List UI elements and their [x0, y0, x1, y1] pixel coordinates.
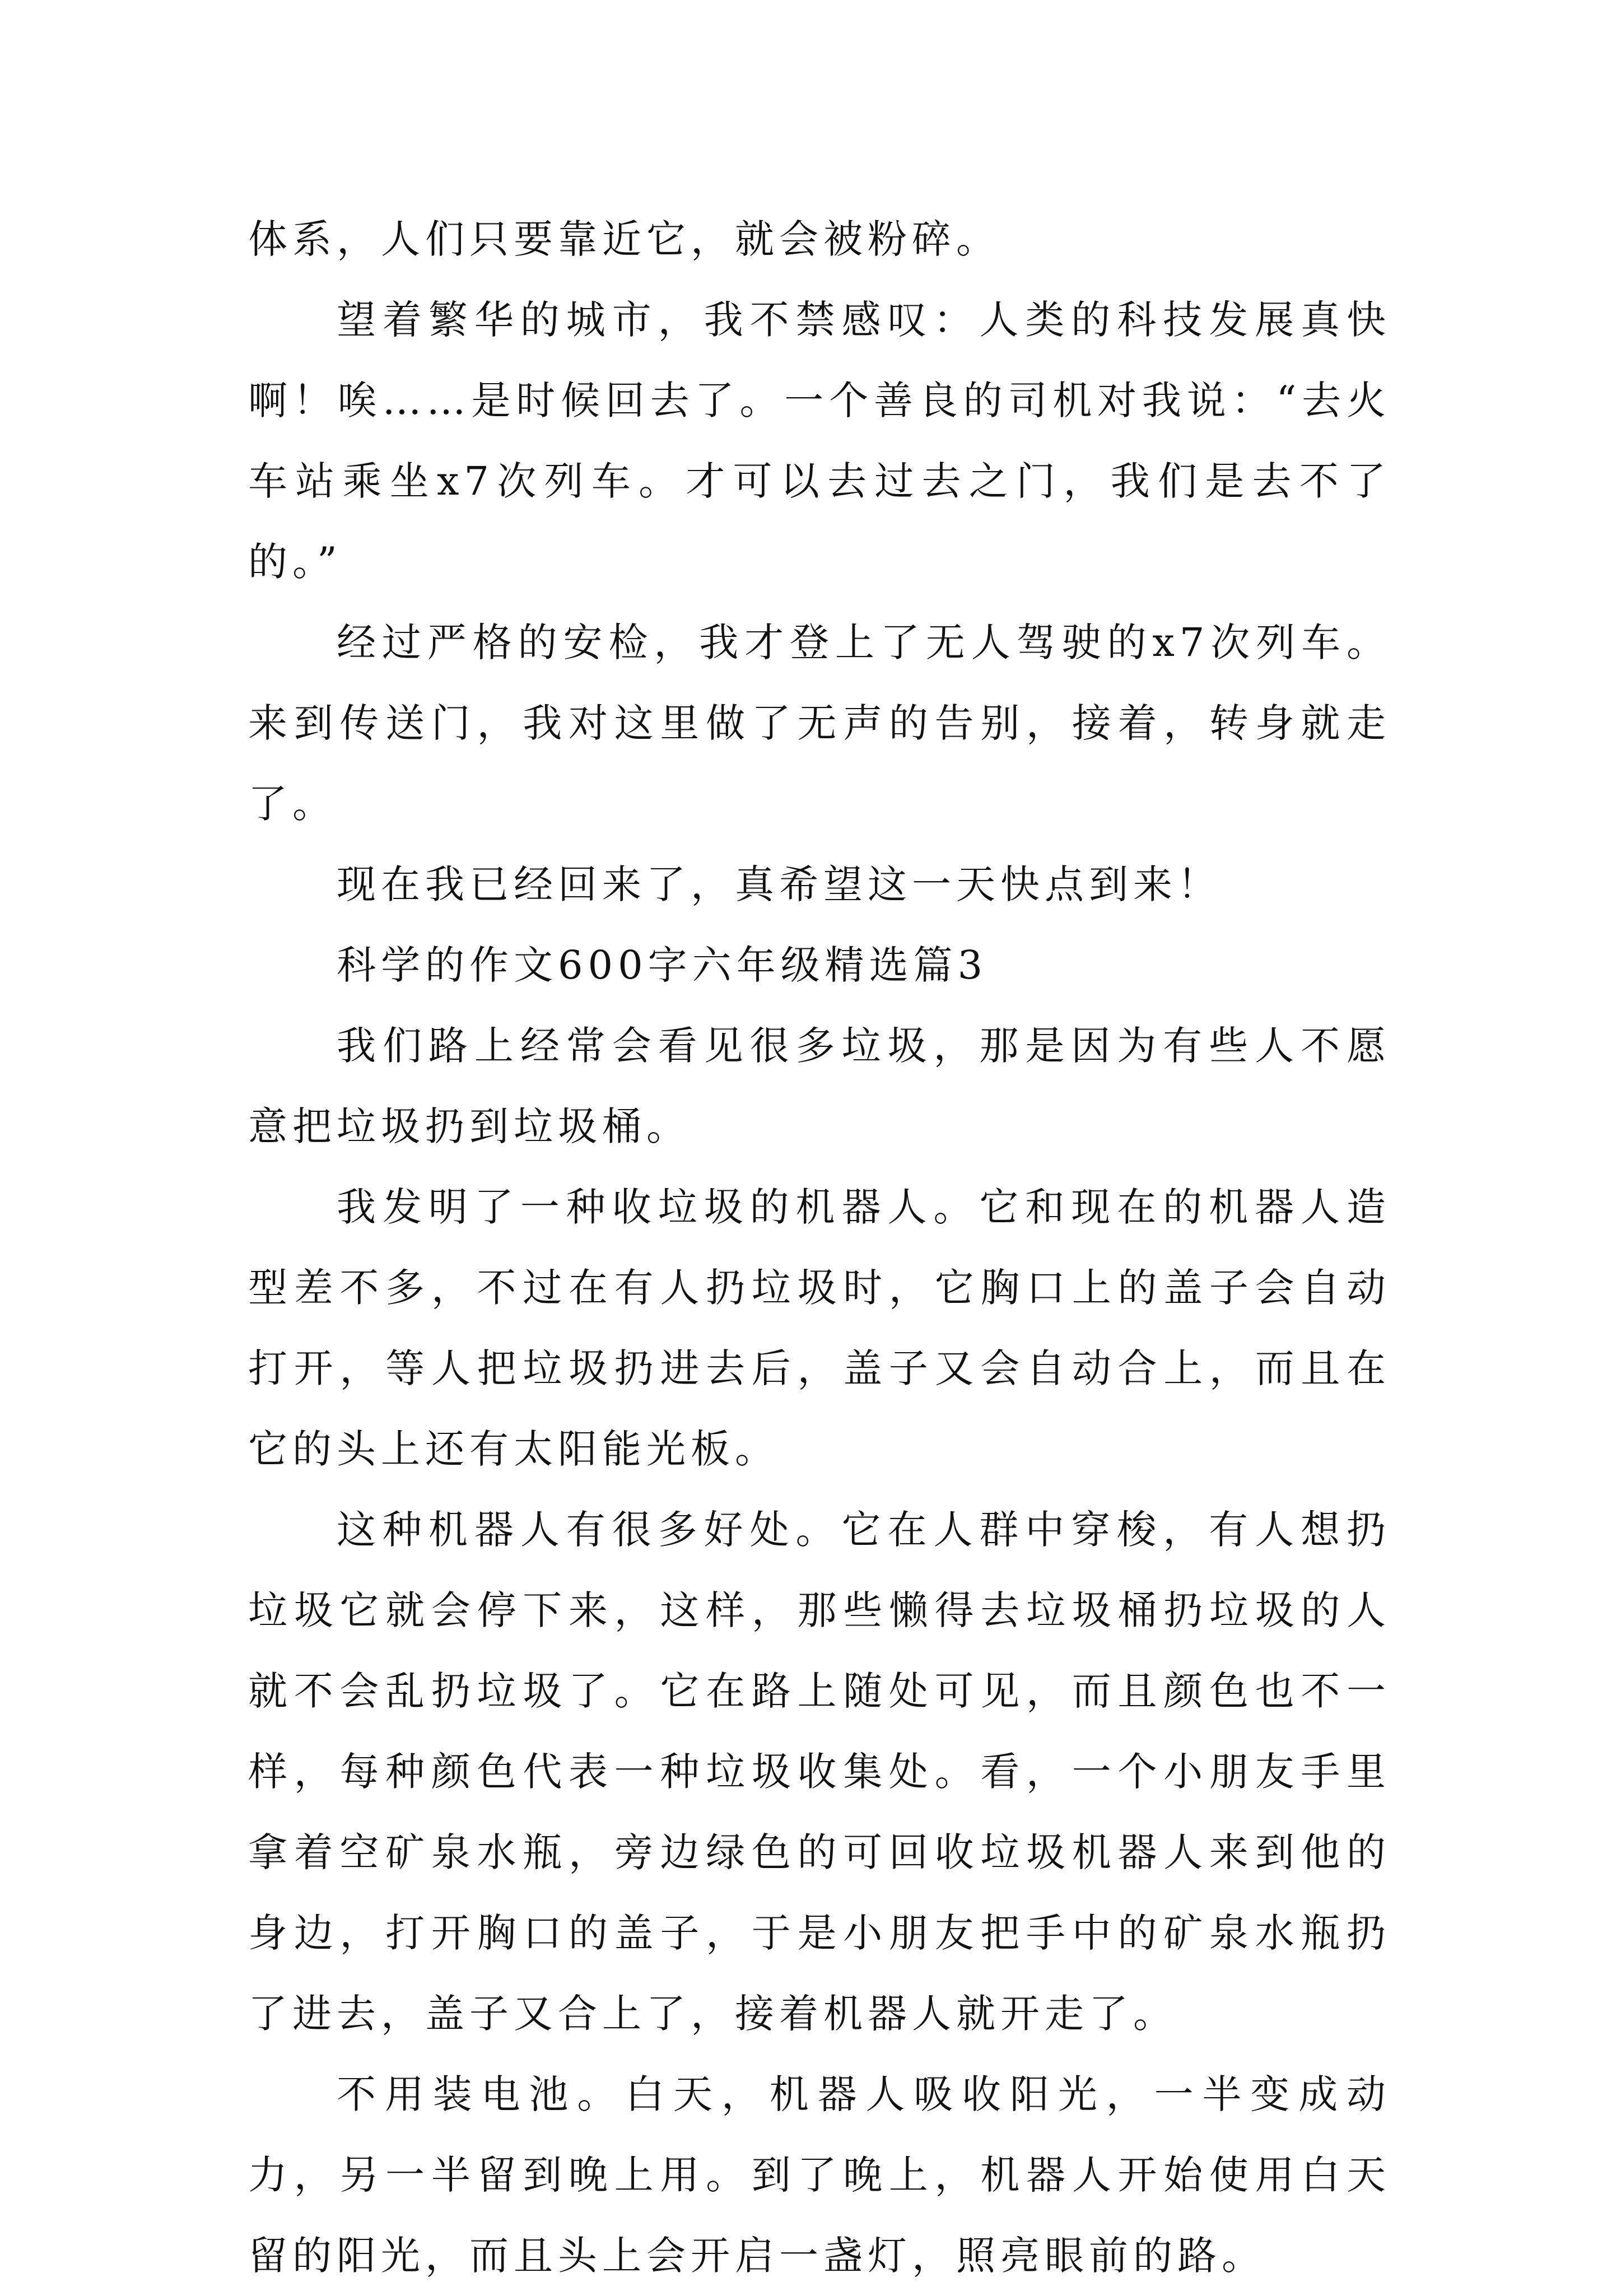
document-body: [248, 199, 1391, 2296]
section-title: 科学的作文600字六年级精选篇3: [337, 942, 988, 988]
paragraph-continuation: 体系，人们只要靠近它，就会被粉碎。: [248, 216, 1000, 262]
paragraph-litter: 我们路上经常会看见很多垃圾，那是因为有些人不愿意把垃圾扔到垃圾桶。: [248, 1023, 1391, 1149]
paragraph-train: 经过严格的安检，我才登上了无人驾驶的x7次列车。来到传送门，我对这里做了无声的告别，接着，转身就走了。: [248, 620, 1391, 827]
paragraph-solar-power: 不用装电池。白天，机器人吸收阳光，一半变成动力，另一半留到晚上用。到了晚上，机器人开始使用白天留的阳光，而且头上会开启一盏灯，照亮眼前的路。: [248, 2071, 1391, 2279]
paragraph-return: 现在我已经回来了，真希望这一天快点到来！: [337, 861, 1222, 907]
paragraph-robot-invention: 我发明了一种收垃圾的机器人。它和现在的机器人造型差不多，不过在有人扔垃圾时，它胸口上的盖子会自动打开，等人把垃圾扔进去后，盖子又会自动合上，而且在它的头上还有太阳能光板。: [248, 1184, 1391, 1472]
paragraph-city-view: 望着繁华的城市，我不禁感叹：人类的科技发展真快啊！唉……是时候回去了。一个善良的司机对我说：“去火车站乘坐x7次列车。才可以去过去之门，我们是去不了的。”: [248, 297, 1391, 585]
paragraph-robot-benefits: 这种机器人有很多好处。它在人群中穿梭，有人想扔垃圾它就会停下来，这样，那些懒得去垃圾桶扔垃圾的人就不会乱扔垃圾了。它在路上随处可见，而且颜色也不一样，每种颜色代表一种垃圾收集处。看，一个小朋友手里拿着空矿泉水瓶，旁边绿色的可回收垃圾机器人来到他的身边，打开胸口的盖子，于是小朋友把手中的矿泉水瓶扔了进去，盖子又合上了，接着机器人就开走了。: [248, 1507, 1391, 2037]
